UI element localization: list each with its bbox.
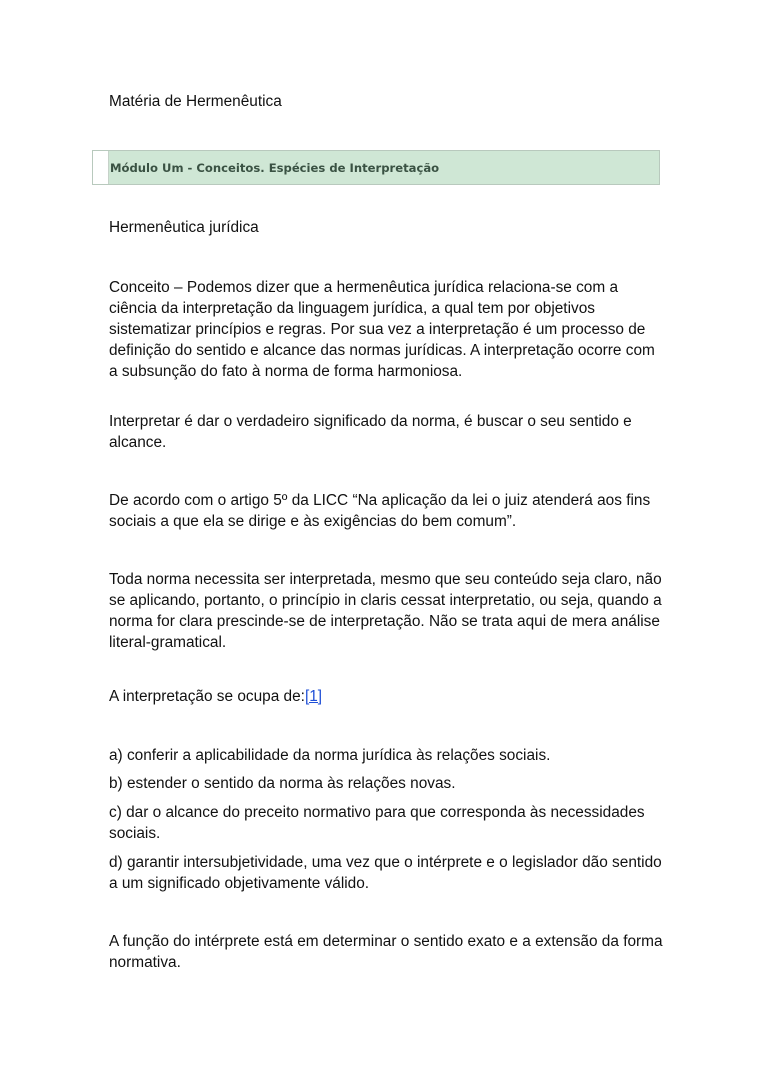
paragraph-ocupa bbox=[109, 686, 664, 707]
list-item: a) conferir a aplicabilidade da norma jurídica às relações sociais. bbox=[109, 747, 551, 764]
list-item: c) dar o alcance do preceito normativo para que corresponda às necessidades sociais. bbox=[109, 804, 645, 842]
list-item: b) estender o sentido da norma às relações novas. bbox=[109, 775, 456, 792]
document-title: Matéria de Hermenêutica bbox=[109, 93, 282, 110]
paragraph-toda-norma: Toda norma necessita ser interpretada, mesmo que seu conteúdo seja claro, não se aplicando, portanto, o princípio in claris cessat interpretatio, ou seja, quando a norma for clara prescinde-se de interpretação. Não se trata aqui de mera análise literal-gramatical. bbox=[109, 571, 662, 651]
paragraph-interpretar: Interpretar é dar o verdadeiro significado da norma, é buscar o seu sentido e alcance. bbox=[109, 413, 632, 451]
footnote-link[interactable]: [1] bbox=[304, 688, 323, 705]
module-header-accent bbox=[93, 151, 109, 184]
paragraph-conceito: Conceito – Podemos dizer que a hermenêutica jurídica relaciona-se com a ciência da interpretação da linguagem jurídica, a qual tem por objetivos sistematizar princípios e regras. Por sua vez a interpretação é um processo de definição do sentido e alcance das normas jurídicas. A interpretação ocorre com a subsunção do fato à norma de forma harmoniosa. bbox=[109, 279, 655, 380]
paragraph-ocupa-text: A interpretação se ocupa de: bbox=[109, 688, 305, 705]
module-header-title: Módulo Um - Conceitos. Espécies de Interpretação bbox=[110, 161, 440, 175]
section-heading: Hermenêutica jurídica bbox=[109, 219, 259, 236]
module-header-box bbox=[92, 150, 660, 185]
paragraph-funcao: A função do intérprete está em determinar o sentido exato e a extensão da forma normativa. bbox=[109, 933, 663, 971]
paragraph-licc: De acordo com o artigo 5º da LICC “Na aplicação da lei o juiz atenderá aos fins sociais a que ela se dirige e às exigências do bem comum”. bbox=[109, 492, 651, 530]
list-item: d) garantir intersubjetividade, uma vez que o intérprete e o legislador dão sentido a um significado objetivamente válido. bbox=[109, 854, 662, 892]
